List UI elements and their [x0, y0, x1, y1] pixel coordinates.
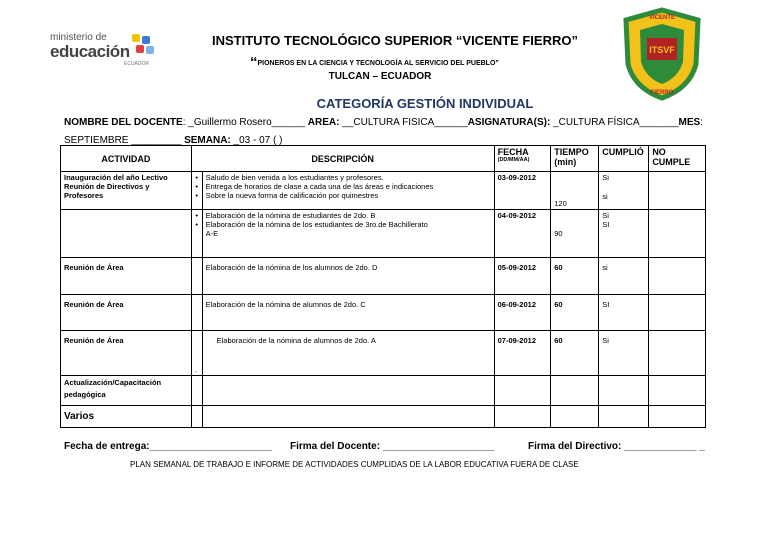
row3-cumplio: si	[599, 258, 649, 295]
row3-no-cumple	[649, 258, 706, 295]
ministry-logo	[50, 32, 160, 68]
crest-top-text: VICENTE	[648, 15, 676, 21]
activities-table	[60, 145, 706, 428]
institution-motto	[250, 54, 499, 71]
row4-no-cumple	[649, 295, 706, 331]
row1-desc-item: Saludo de bien venida a los estudiantes y profesores.	[205, 173, 384, 182]
row4-actividad: Reunión de Área	[61, 295, 192, 331]
row7-bullets	[191, 406, 202, 428]
row6-descripcion	[202, 376, 494, 406]
ministry-logo-country: ECUADOR	[124, 61, 150, 67]
motto-text: PIONEROS EN LA CIENCIA Y TECNOLOGÍA AL SERVICIO DEL PUEBLO”	[257, 60, 499, 67]
row1-act-line2: Reunión de Directivos y	[64, 182, 150, 191]
row1-act-line1: Inauguración del año Lectivo	[64, 173, 168, 182]
table-row	[61, 406, 706, 428]
row5-dot: .	[194, 365, 197, 374]
row2-no-cumple	[649, 210, 706, 258]
row2-actividad	[61, 210, 192, 258]
table-row	[61, 331, 706, 376]
row2-descripcion	[202, 210, 494, 258]
row4-fecha: 06-09-2012	[494, 295, 551, 331]
teacher-info-line1	[64, 114, 714, 132]
ministry-logo-top: ministerio de	[50, 32, 107, 43]
ministry-logo-main: educación	[50, 42, 130, 61]
row1-cumplio	[599, 172, 649, 210]
logo-square-yellow	[132, 34, 140, 42]
plan-caption: PLAN SEMANAL DE TRABAJO E INFORME DE ACTIVIDADES CUMPLIDAS DE LA LABOR EDUCATIVA FUERA DE CLASE	[130, 460, 579, 469]
row7-fecha	[494, 406, 551, 428]
docente-label: NOMBRE DEL DOCENTE	[64, 117, 183, 128]
row5-tiempo: 60	[551, 331, 599, 376]
asignatura-label: ASIGNATURA(S):	[467, 117, 551, 128]
table-header-row	[61, 146, 706, 172]
row6-act-line1: Actualización/Capacitación	[64, 378, 162, 387]
row1-tiempo: 120	[551, 172, 599, 210]
header-tiempo	[551, 146, 599, 172]
row5-cumplio: Si	[599, 331, 649, 376]
header-no-cumple	[649, 146, 706, 172]
header-descripcion: DESCRIPCIÓN	[191, 146, 494, 172]
bullet-icon: •	[195, 220, 198, 229]
category-title: CATEGORÍA GESTIÓN INDIVIDUAL	[316, 96, 534, 111]
row2-desc-item: Elaboración de la nómina de estudiantes de 2do. B	[205, 211, 376, 220]
row3-fecha: 05-09-2012	[494, 258, 551, 295]
row5-descripcion: Elaboración de la nómina de alumnos de 2do. A	[202, 331, 494, 376]
row4-descripcion: Elaboración de la nómina de alumnos de 2do. C	[202, 295, 494, 331]
motto-quote: “	[250, 54, 258, 71]
table-row	[61, 258, 706, 295]
row7-no-cumple	[649, 406, 706, 428]
table-row	[61, 172, 706, 210]
row3-tiempo: 60	[551, 258, 599, 295]
row1-bullets	[191, 172, 202, 210]
row6-no-cumple	[649, 376, 706, 406]
logo-square-lightblue	[146, 46, 154, 54]
header-cumplio: CUMPLIÓ	[599, 146, 649, 172]
header-fecha-format: (DD/MM/AA)	[497, 157, 530, 163]
row2-cumplio-1: Si	[602, 211, 609, 220]
table-row	[61, 376, 706, 406]
row3-actividad: Reunión de Área	[61, 258, 192, 295]
row7-descripcion	[202, 406, 494, 428]
row2-fecha: 04-09-2012	[494, 210, 551, 258]
mes-line2: SEPTIEMBRE _________	[64, 135, 185, 146]
institution-city: TULCAN – ECUADOR	[328, 71, 432, 82]
mes-value: :	[700, 117, 703, 128]
firma-docente: Firma del Docente: ____________________	[290, 441, 495, 452]
row6-tiempo	[551, 376, 599, 406]
row7-cumplio	[599, 406, 649, 428]
row1-cumplio-1: Si	[602, 173, 609, 182]
row3-bullets	[191, 258, 202, 295]
row1-desc-item: Entrega de horarios de clase a cada una de las áreas e indicaciones	[205, 182, 434, 191]
header-no: NO	[652, 147, 666, 157]
row2-desc-item: Elaboración de la nómina de los estudiantes de 3ro.de Bachillerato	[205, 220, 428, 229]
header-fecha	[494, 146, 551, 172]
semana-value: _03 - 07 ( )	[230, 135, 283, 146]
row5-actividad: Reunión de Área	[61, 331, 192, 376]
row6-cumplio	[599, 376, 649, 406]
area-value: __CULTURA FISICA______	[339, 117, 468, 128]
semana-label: SEMANA:	[184, 135, 231, 146]
row3-descripcion: Elaboración de la nómina de los alumnos de 2do. D	[202, 258, 494, 295]
row1-actividad	[61, 172, 192, 210]
row6-actividad	[61, 376, 192, 406]
bullet-icon: •	[195, 182, 198, 191]
institution-crest	[620, 6, 704, 102]
header-tiempo-label: TIEMPO	[554, 147, 589, 157]
row4-cumplio: SI	[599, 295, 649, 331]
row2-cumplio	[599, 210, 649, 258]
row1-no-cumple	[649, 172, 706, 210]
row2-bullets	[191, 210, 202, 258]
row2-cumplio-2: SI	[602, 220, 610, 229]
header-tiempo-unit: (min)	[554, 157, 577, 167]
row4-bullets	[191, 295, 202, 331]
firma-directivo: Firma del Directivo: _____________ _	[528, 441, 705, 452]
row7-tiempo	[551, 406, 599, 428]
row6-act-line2: pedagógica	[64, 390, 106, 399]
area-label: AREA:	[307, 117, 340, 128]
row2-tiempo: 90	[551, 210, 599, 258]
row1-cumplio-spacer	[602, 182, 645, 192]
row1-desc-item: Sobre la nueva forma de calificación por quimestres	[205, 191, 379, 200]
row6-bullets	[191, 376, 202, 406]
bullet-icon: •	[195, 191, 198, 200]
row1-cumplio-2: si	[602, 192, 608, 201]
row1-fecha: 03-09-2012	[494, 172, 551, 210]
logo-square-red	[136, 45, 144, 53]
institution-title: INSTITUTO TECNOLÓGICO SUPERIOR “VICENTE FIERRO”	[212, 33, 578, 48]
table-row	[61, 210, 706, 258]
crest-bottom-text: FIERRO	[650, 90, 674, 96]
crest-letters: ITSVF	[649, 45, 675, 55]
row2-desc-item-cont: A-E	[205, 229, 219, 238]
mes-label: MES	[678, 117, 701, 128]
row1-descripcion	[202, 172, 494, 210]
fecha-entrega: Fecha de entrega:______________________	[64, 441, 272, 452]
bullet-icon: •	[195, 173, 198, 182]
header-cumple: CUMPLE	[652, 157, 691, 167]
row7-actividad: Varios	[61, 406, 192, 428]
row5-no-cumple	[649, 331, 706, 376]
row4-tiempo: 60	[551, 295, 599, 331]
docente-value: : _Guillermo Rosero______	[182, 117, 306, 128]
row5-bullets	[191, 331, 202, 376]
row6-fecha	[494, 376, 551, 406]
asignatura-value: _CULTURA FÍSICA_______	[550, 117, 679, 128]
header-actividad: ACTIVIDAD	[61, 146, 192, 172]
row5-fecha: 07-09-2012	[494, 331, 551, 376]
row1-act-line3: Profesores	[64, 191, 104, 200]
bullet-icon: •	[195, 211, 198, 220]
table-row	[61, 295, 706, 331]
logo-square-blue	[142, 36, 150, 44]
header-fecha-label: FECHA	[497, 147, 529, 157]
